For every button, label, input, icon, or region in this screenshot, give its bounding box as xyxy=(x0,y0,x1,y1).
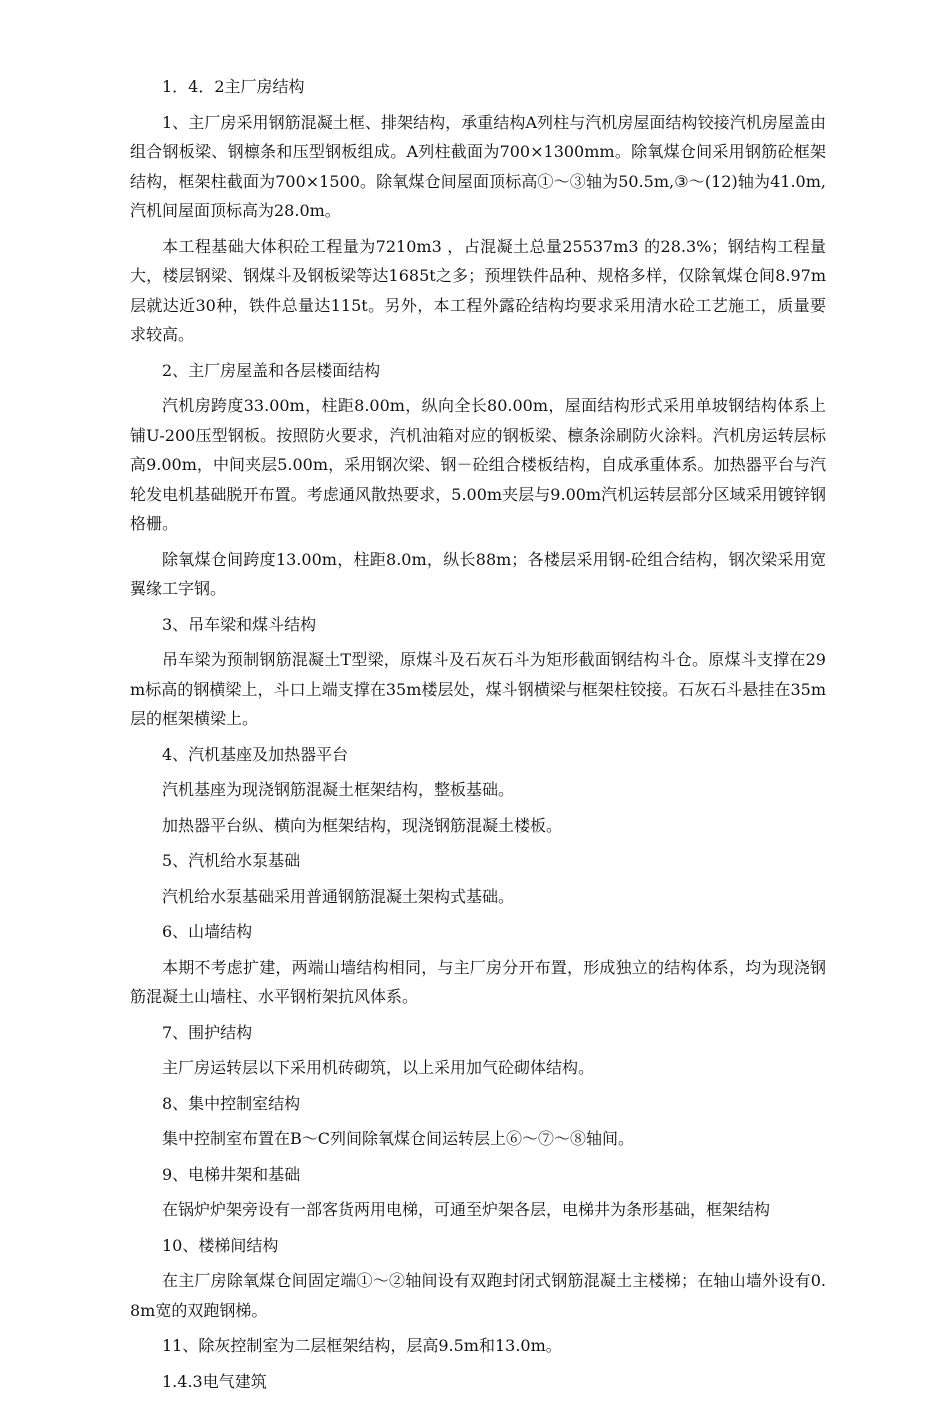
paragraph-crane-beam: 吊车梁为预制钢筋混凝土T型梁，原煤斗及石灰石斗为矩形截面钢结构斗仓。原煤斗支撑在29m标高的钢横梁上，斗口上端支撑在35m楼层处，煤斗钢横梁与框架柱铰接。石灰石斗悬挂在35m层的框架横梁上。 xyxy=(130,650,826,728)
paragraph-turbine-hall: 汽机房跨度33.00m，柱距8.00m，纵向全长80.00m，屋面结构形式采用单坡钢结构体系上铺U-200压型钢板。按照防火要求，汽机油箱对应的钢板梁、檩条涂刷防火涂料。汽机房运转层标高9.00m，中间夹层5.00m，采用钢次梁、钢－砼组合楼板结构，自成承重体系。加热器平台与汽轮发电机基础脱开布置。考虑通风散热要求，5.00m夹层与9.00m汽机运转层部分区域采用镀锌钢格栅。 xyxy=(130,396,826,533)
heading-turbine-base: 4、汽机基座及加热器平台 xyxy=(162,744,349,764)
heading-stairwell: 10、楼梯间结构 xyxy=(162,1235,279,1255)
heading-feed-pump: 5、汽机给水泵基础 xyxy=(162,851,301,870)
heading-gable-wall: 6、山墙结构 xyxy=(162,922,253,941)
heading-crane-beam-bunker: 3、吊车梁和煤斗结构 xyxy=(162,614,317,634)
paragraph-enclosure: 主厂房运转层以下采用机砖砌筑，以上采用加气砼砌体结构。 xyxy=(162,1058,595,1077)
paragraph-main-building-frame: 1、主厂房采用钢筋混凝土框、排架结构，承重结构A列柱与汽机房屋面结构铰接汽机房屋盖由组合钢板梁、钢檩条和压型钢板组成。A列柱截面为700×1300mm。除氧煤仓间采用钢筋砼框架结构，框架柱截面为700×1500。除氧煤仓间屋面顶标高①～③轴为50.5m,③～(12)轴为41.0m,汽机间屋面顶标高为28.0m。 xyxy=(130,112,826,220)
paragraph-turbine-base: 汽机基座为现浇钢筋混凝土框架结构，整板基础。 xyxy=(162,780,515,799)
heading-roof-and-floors: 2、主厂房屋盖和各层楼面结构 xyxy=(162,360,381,380)
document-body xyxy=(130,72,826,1402)
heading-elevator: 9、电梯井架和基础 xyxy=(162,1164,301,1184)
paragraph-feed-pump: 汽机给水泵基础采用普通钢筋混凝土架构式基础。 xyxy=(162,886,515,906)
paragraph-gable-wall: 本期不考虑扩建，两端山墙结构相同，与主厂房分开布置，形成独立的结构体系，均为现浇钢筋混凝土山墙柱、水平钢桁架抗风体系。 xyxy=(130,957,826,1006)
paragraph-control-room: 集中控制室布置在B～C列间除氧煤仓间运转层上⑥～⑦～⑧轴间。 xyxy=(162,1129,635,1148)
paragraph-elevator: 在锅炉炉架旁设有一部客货两用电梯，可通至炉架各层，电梯井为条形基础，框架结构 xyxy=(162,1200,771,1219)
paragraph-deaerator-bay: 除氧煤仓间跨度13.00m，柱距8.0m，纵长88m；各楼层采用钢-砼组合结构，钢次梁采用宽翼缘工字钢。 xyxy=(130,549,826,598)
paragraph-heater-platform: 加热器平台纵、横向为框架结构，现浇钢筋混凝土楼板。 xyxy=(162,815,563,835)
heading-control-room: 8、集中控制室结构 xyxy=(162,1093,301,1113)
paragraph-foundation-volume: 本工程基础大体积砼工程量为7210m3 ，占混凝土总量25537m3 的28.3%；钢结构工程量大，楼层钢梁、钢煤斗及钢板梁等达1685t之多；预埋铁件品种、规格多样，仅除氧煤仓间8.97m层就达近30种，铁件总量达115t。另外，本工程外露砼结构均要求采用清水砼工艺施工，质量要求较高。 xyxy=(130,236,826,344)
section-heading-electrical-building: 1.4.3电气建筑 xyxy=(162,1371,267,1391)
heading-enclosure: 7、围护结构 xyxy=(162,1022,253,1042)
paragraph-stairwell: 在主厂房除氧煤仓间固定端①～②轴间设有双跑封闭式钢筋混凝土主楼梯；在轴山墙外设有0.8m宽的双跑钢梯。 xyxy=(130,1271,826,1320)
section-heading-main-building-structure: 1．4．2主厂房结构 xyxy=(162,77,305,96)
heading-ash-control-room: 11、除灰控制室为二层框架结构，层高9.5m和13.0m。 xyxy=(162,1336,562,1355)
